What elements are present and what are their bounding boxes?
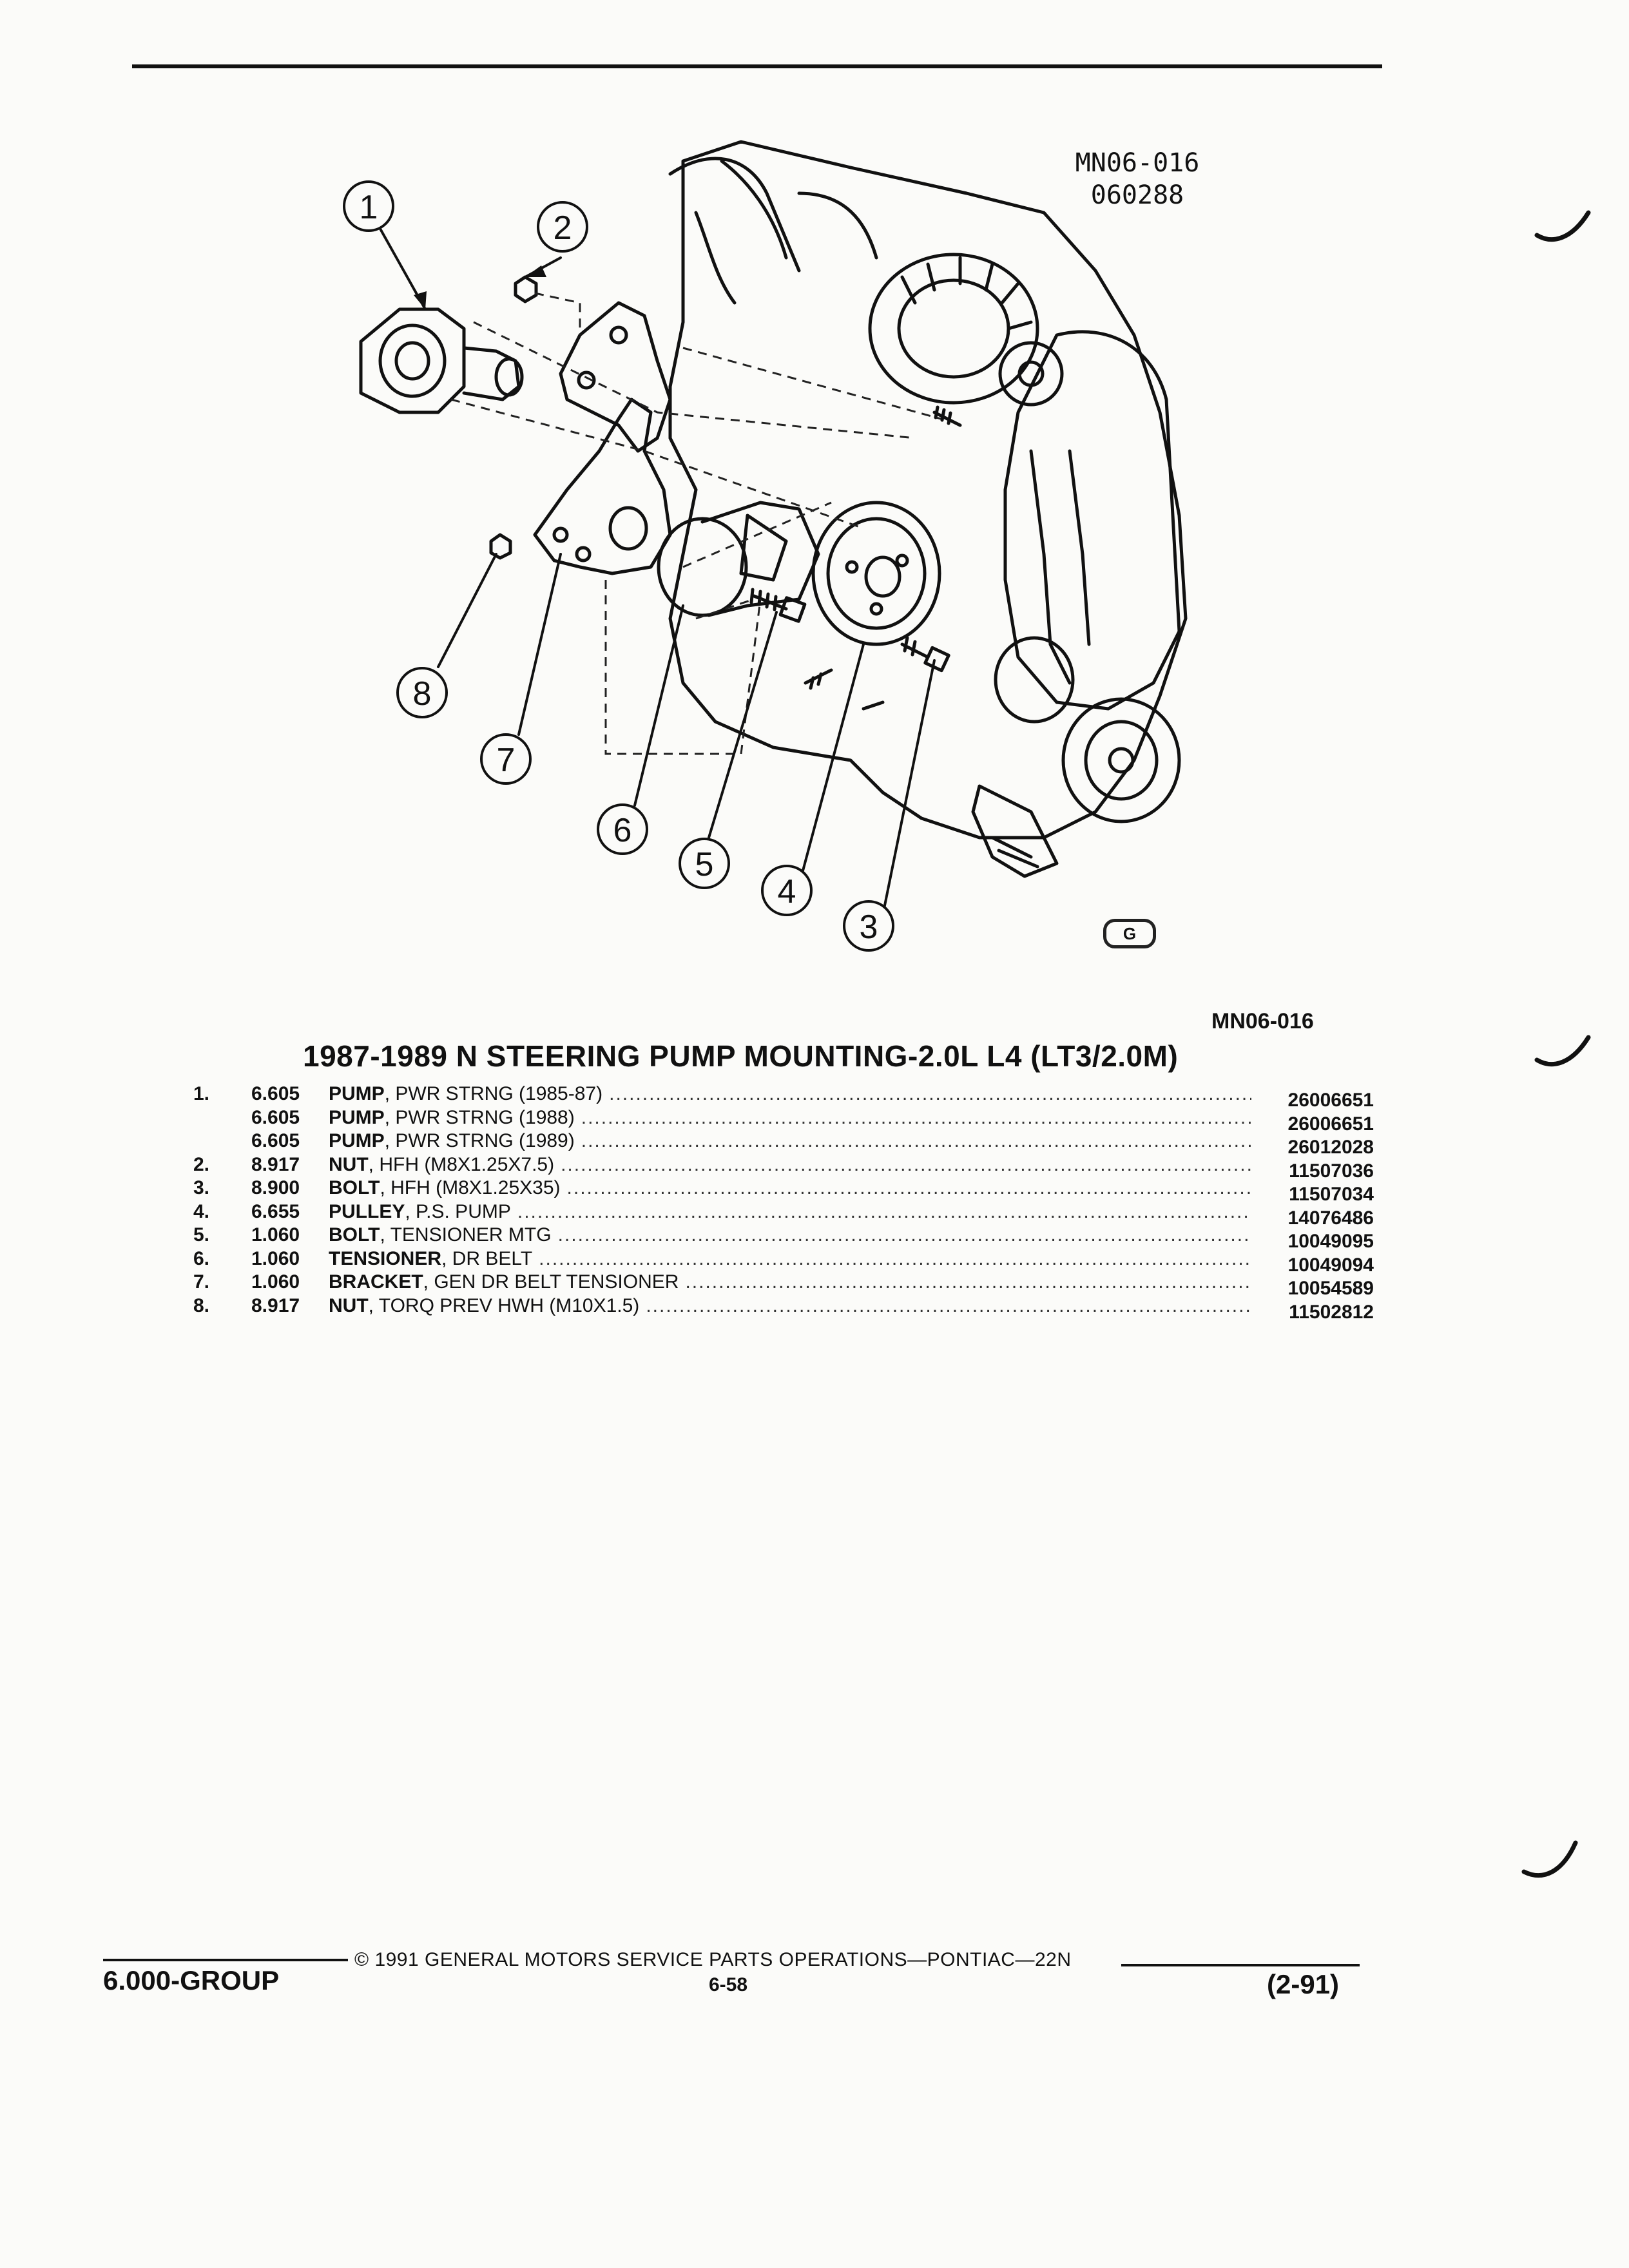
parts-list xyxy=(193,1082,1374,1323)
part-description xyxy=(329,1153,1258,1177)
nut-item-8 xyxy=(491,535,510,558)
part-name: TENSIONER xyxy=(329,1247,442,1269)
item-number: 5. xyxy=(193,1224,210,1245)
part-name: NUT xyxy=(329,1153,369,1175)
item-number: 6. xyxy=(193,1247,210,1269)
part-detail: , PWR STRNG (1988) xyxy=(384,1106,575,1128)
alternator-pulley xyxy=(1000,343,1062,405)
part-name: BRACKET xyxy=(329,1271,423,1293)
footer-rule-left xyxy=(103,1959,348,1961)
leader-dots xyxy=(609,1082,1251,1106)
crank-pulley xyxy=(1063,699,1179,822)
margin-mark-3 xyxy=(1521,1836,1579,1888)
part-number: 10049095 xyxy=(1287,1231,1374,1252)
part-description xyxy=(329,1247,1258,1271)
engine-block xyxy=(670,142,1186,838)
part-description xyxy=(329,1271,1258,1294)
callout-3: 3 xyxy=(859,908,878,946)
part-description xyxy=(329,1224,1258,1247)
part-name: PUMP xyxy=(329,1106,385,1128)
group-number: 6.655 xyxy=(251,1200,300,1222)
part-name: BOLT xyxy=(329,1224,380,1245)
ps-pump-pulley xyxy=(813,503,940,644)
leader-dots xyxy=(646,1294,1251,1318)
gen-belt-tensioner-bracket xyxy=(535,399,670,573)
nut-item-2 xyxy=(516,277,536,302)
group-number: 8.917 xyxy=(251,1153,300,1175)
item-number: 7. xyxy=(193,1271,210,1293)
parts-row xyxy=(193,1177,1374,1205)
part-detail: , DR BELT xyxy=(441,1247,533,1269)
group-number: 6.605 xyxy=(251,1106,300,1128)
leader-dots xyxy=(581,1129,1251,1153)
diagram-code xyxy=(1031,147,1244,211)
tensioner xyxy=(659,519,746,615)
part-number: 10054589 xyxy=(1287,1278,1374,1299)
group-number: 6.605 xyxy=(251,1130,300,1151)
leader-dots xyxy=(685,1271,1251,1294)
group-number: 1.060 xyxy=(251,1224,300,1245)
footer-copyright: © 1991 GENERAL MOTORS SERVICE PARTS OPERATIONS—PONTIAC—22N xyxy=(354,1949,1072,1970)
part-description xyxy=(329,1177,1258,1200)
group-number: 1.060 xyxy=(251,1247,300,1269)
parts-row xyxy=(193,1224,1374,1252)
part-detail: , P.S. PUMP xyxy=(405,1200,511,1222)
item-number: 3. xyxy=(193,1177,210,1198)
parts-row xyxy=(193,1082,1374,1111)
parts-row xyxy=(193,1294,1374,1323)
part-detail: , GEN DR BELT TENSIONER xyxy=(423,1271,679,1293)
leader-dots xyxy=(581,1106,1251,1130)
part-detail: , TENSIONER MTG xyxy=(380,1224,552,1245)
part-number: 26006651 xyxy=(1287,1113,1374,1135)
callout-5: 5 xyxy=(695,846,714,883)
group-number: 1.060 xyxy=(251,1271,300,1293)
part-name: NUT xyxy=(329,1294,369,1316)
diagram-code-date: 060288 xyxy=(1090,180,1184,210)
callout-1: 1 xyxy=(359,189,378,226)
footer-date: (2-91) xyxy=(1267,1969,1340,1999)
part-name: BOLT xyxy=(329,1177,380,1198)
leader-dots xyxy=(517,1200,1251,1224)
margin-mark-2 xyxy=(1534,1031,1592,1076)
leader-dots xyxy=(561,1153,1251,1177)
part-number: 10049094 xyxy=(1287,1254,1374,1276)
callout-4: 4 xyxy=(777,873,796,910)
upper-bracket xyxy=(561,303,670,451)
parts-row xyxy=(193,1271,1374,1299)
part-name: PUMP xyxy=(329,1083,385,1104)
part-number: 11507034 xyxy=(1289,1184,1374,1205)
margin-mark-1 xyxy=(1534,206,1592,251)
callout-6: 6 xyxy=(613,812,632,849)
callout-7: 7 xyxy=(496,742,516,779)
leader-dots xyxy=(539,1247,1251,1271)
item-number: 2. xyxy=(193,1153,210,1175)
diagram-code-number: MN06-016 xyxy=(1075,148,1200,178)
item-number: 4. xyxy=(193,1200,210,1222)
part-description xyxy=(329,1082,1258,1106)
water-pump xyxy=(996,638,1073,722)
part-detail: , HFH (M8X1.25X35) xyxy=(380,1177,561,1198)
footer-rule-right xyxy=(1121,1964,1360,1966)
leader-dots xyxy=(558,1224,1251,1247)
group-number: 8.917 xyxy=(251,1294,300,1316)
leader-dots xyxy=(567,1177,1251,1200)
item-number: 1. xyxy=(193,1083,210,1104)
footer-page-number: 6-58 xyxy=(709,1974,748,1995)
callout-8: 8 xyxy=(412,675,432,713)
parts-row xyxy=(193,1200,1374,1229)
parts-row xyxy=(193,1106,1374,1135)
tensioner-bolt xyxy=(751,590,786,610)
part-detail: , PWR STRNG (1985-87) xyxy=(384,1083,603,1104)
part-description xyxy=(329,1129,1258,1153)
part-description xyxy=(329,1106,1258,1130)
part-number: 11502812 xyxy=(1289,1301,1374,1323)
section-title: 1987-1989 N STEERING PUMP MOUNTING-2.0L L4 (LT3/2.0M) xyxy=(303,1039,1179,1073)
gm-mark: G xyxy=(1103,919,1156,948)
part-name: PUMP xyxy=(329,1130,385,1151)
diagram-reference-code: MN06-016 xyxy=(1211,1009,1314,1033)
part-description xyxy=(329,1200,1258,1224)
parts-row xyxy=(193,1247,1374,1276)
part-description xyxy=(329,1294,1258,1318)
group-number: 6.605 xyxy=(251,1083,300,1104)
part-detail: , TORQ PREV HWH (M10X1.5) xyxy=(368,1294,640,1316)
part-number: 26006651 xyxy=(1287,1090,1374,1111)
oil-filter xyxy=(973,786,1057,876)
part-name: PULLEY xyxy=(329,1200,405,1222)
intake-manifold xyxy=(670,159,876,303)
parts-row xyxy=(193,1129,1374,1158)
exploded-diagram xyxy=(0,0,1629,1031)
part-detail: , PWR STRNG (1989) xyxy=(384,1130,575,1151)
item-number: 8. xyxy=(193,1294,210,1316)
parts-row xyxy=(193,1153,1374,1182)
part-number: 14076486 xyxy=(1287,1207,1374,1229)
part-number: 11507036 xyxy=(1289,1160,1374,1182)
callout-2: 2 xyxy=(553,209,572,247)
group-number: 8.900 xyxy=(251,1177,300,1198)
part-number: 26012028 xyxy=(1287,1137,1374,1158)
bolt-item-3 xyxy=(902,638,928,657)
part-detail: , HFH (M8X1.25X7.5) xyxy=(368,1153,555,1175)
footer-group: 6.000-GROUP xyxy=(103,1965,280,1995)
